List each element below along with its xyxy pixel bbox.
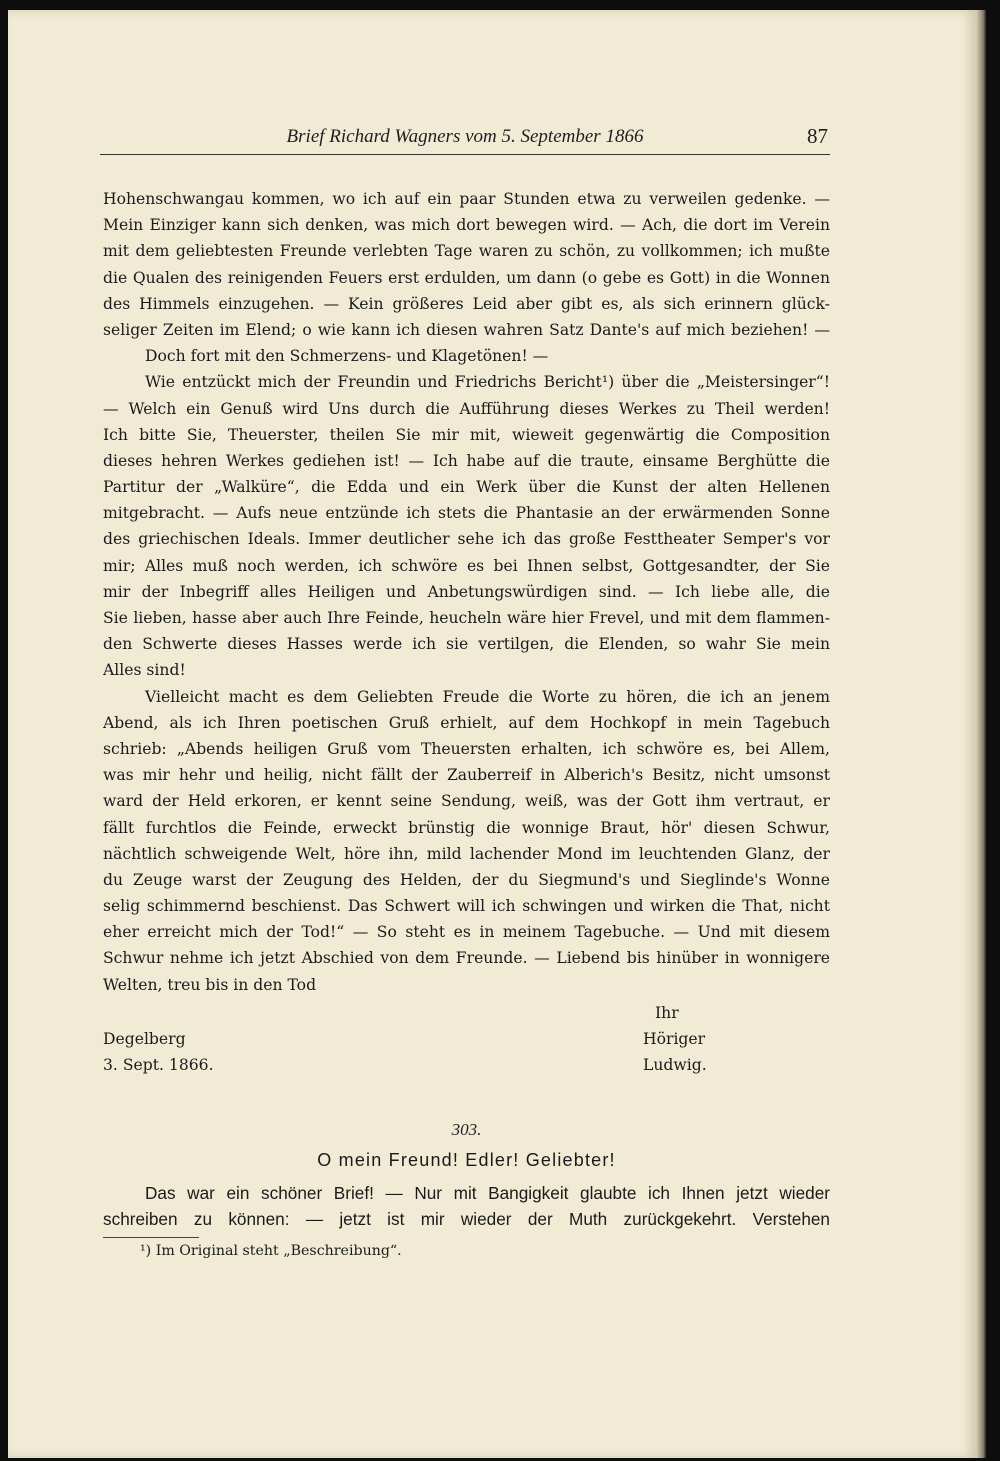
body-line: schrieb: „Abends heiligen Gruß vom Theuersten erhalten, ich schwöre es, bei Allem, — [103, 739, 830, 758]
closing-ihr: Ihr — [655, 1004, 679, 1022]
body-line: Doch fort mit den Schmerzens- und Klagetönen! — — [145, 347, 549, 366]
signature-block — [103, 1000, 830, 1080]
running-head — [100, 124, 830, 155]
body-line: selig schimmernd beschienst. Das Schwert will ich schwingen und wirken die That, nicht — [103, 897, 830, 916]
closing-hoeriger: Höriger — [643, 1030, 706, 1048]
body-line: Vielleicht macht es dem Geliebten Freude die Worte zu hören, die ich an jenem — [145, 687, 830, 706]
body-line: Wie entzückt mich der Freundin und Friedrichs Bericht¹) über die „Meistersinger“! — [145, 373, 830, 392]
body-line: Alles sind! — [103, 661, 186, 680]
closing-ludwig: Ludwig. — [643, 1056, 707, 1074]
body-line: du Zeuge warst der Zeugung des Helden, der du Siegmund's und Sieglinde's Wonne — [103, 870, 830, 889]
body-line: dieses hehren Werkes gediehen ist! — Ich habe auf die traute, einsame Berghütte die — [103, 451, 830, 470]
body-line: ward der Held erkoren, er kennt seine Sendung, weiß, was der Gott ihm vertraut, er — [103, 792, 830, 811]
body-line: schreiben zu können: — jetzt ist mir wieder der Muth zurückgekehrt. Verstehen — [103, 1209, 830, 1229]
body-line: des Himmels einzugehen. — Kein größeres Leid aber gibt es, als sich erinnern glück- — [103, 294, 830, 313]
body-line: Welten, treu bis in den Tod — [103, 975, 317, 994]
page-number: 87 — [807, 124, 828, 148]
body-line: Schwur nehme ich jetzt Abschied von dem Freunde. — Liebend bis hinüber in wonnigere — [103, 949, 830, 968]
body-line: Ich bitte Sie, Theuerster, theilen Sie mir mit, wieweit gegenwärtig die Composition — [103, 425, 830, 444]
body-line: Partitur der „Walküre“, die Edda und ein Werk über die Kunst der alten Hellenen — [103, 478, 830, 497]
letter-place: Degelberg — [103, 1030, 186, 1048]
body-line: Das war ein schöner Brief! — Nur mit Bangigkeit glaubte ich Ihnen jetzt wieder — [145, 1183, 830, 1203]
body-line: — Welch ein Genuß wird Uns durch die Aufführung dieses Werkes zu Theil werden! — [103, 399, 830, 418]
body-line: eher erreicht mich der Tod!“ — So steht es in meinem Tagebuche. — Und mit diesem — [103, 923, 830, 942]
body-line: mitgebracht. — Aufs neue entzünde ich stets die Phantasie an der erwärmenden Sonne — [103, 504, 830, 523]
body-line: mit dem geliebtesten Freunde verlebten Tage waren zu schön, zu vollkommen; ich mußte — [103, 242, 830, 261]
salutation: O mein Freund! Edler! Geliebter! — [317, 1150, 616, 1170]
body-line: des griechischen Ideals. Immer deutlicher sehe ich das große Festtheater Semper's vor — [103, 530, 830, 549]
letter-number: 303. — [451, 1120, 482, 1139]
next-letter-body — [103, 1180, 830, 1232]
body-line: was mir hehr und heilig, nicht fällt der Zauberreif in Alberich's Besitz, nicht umsonst — [103, 766, 830, 785]
letter-date: 3. Sept. 1866. — [103, 1056, 214, 1074]
body-line: Abend, als ich Ihren poetischen Gruß erhielt, auf dem Hochkopf in mein Tagebuch — [103, 713, 830, 732]
body-line: Mein Einziger kann sich denken, was mich dort bewegen wird. — Ach, die dort im Verein — [103, 216, 830, 235]
body-line: den Schwerte dieses Hasses werde ich sie vertilgen, die Elenden, so wahr Sie mein — [103, 635, 830, 654]
letter-body — [103, 186, 830, 998]
body-line: mir; Alles muß noch werden, ich schwöre es bei Ihnen selbst, Gottgesandter, der Sie — [103, 556, 830, 575]
footnote: ¹) Im Original steht „Beschreibung“. — [140, 1243, 402, 1259]
footnote-rule — [103, 1237, 199, 1238]
body-line: die Qualen des reinigenden Feuers erst erdulden, um dann (o gebe es Gott) in die Wonnen — [103, 268, 830, 287]
body-line: Hohenschwangau kommen, wo ich auf ein paar Stunden etwa zu verweilen gedenke. — — [103, 190, 830, 208]
body-line: fällt furchtlos die Feinde, erweckt brünstig die wonnige Braut, hör' diesen Schwur, — [103, 818, 830, 837]
body-line: nächtlich schweigende Welt, höre ihn, mild lachender Mond im leuchtenden Glanz, der — [103, 844, 830, 863]
body-line: seliger Zeiten im Elend; o wie kann ich diesen wahren Satz Dante's auf mich beziehen! — — [103, 320, 830, 339]
running-title: Brief Richard Wagners vom 5. September 1866 — [286, 126, 644, 147]
page-edge — [976, 10, 986, 1458]
body-line: Sie lieben, hasse aber auch Ihre Feinde, heucheln wäre hier Frevel, und mit dem flammen- — [103, 609, 830, 627]
body-line: mir der Inbegriff alles Heiligen und Anbetungswürdigen sind. — Ich liebe alle, die — [103, 582, 830, 601]
